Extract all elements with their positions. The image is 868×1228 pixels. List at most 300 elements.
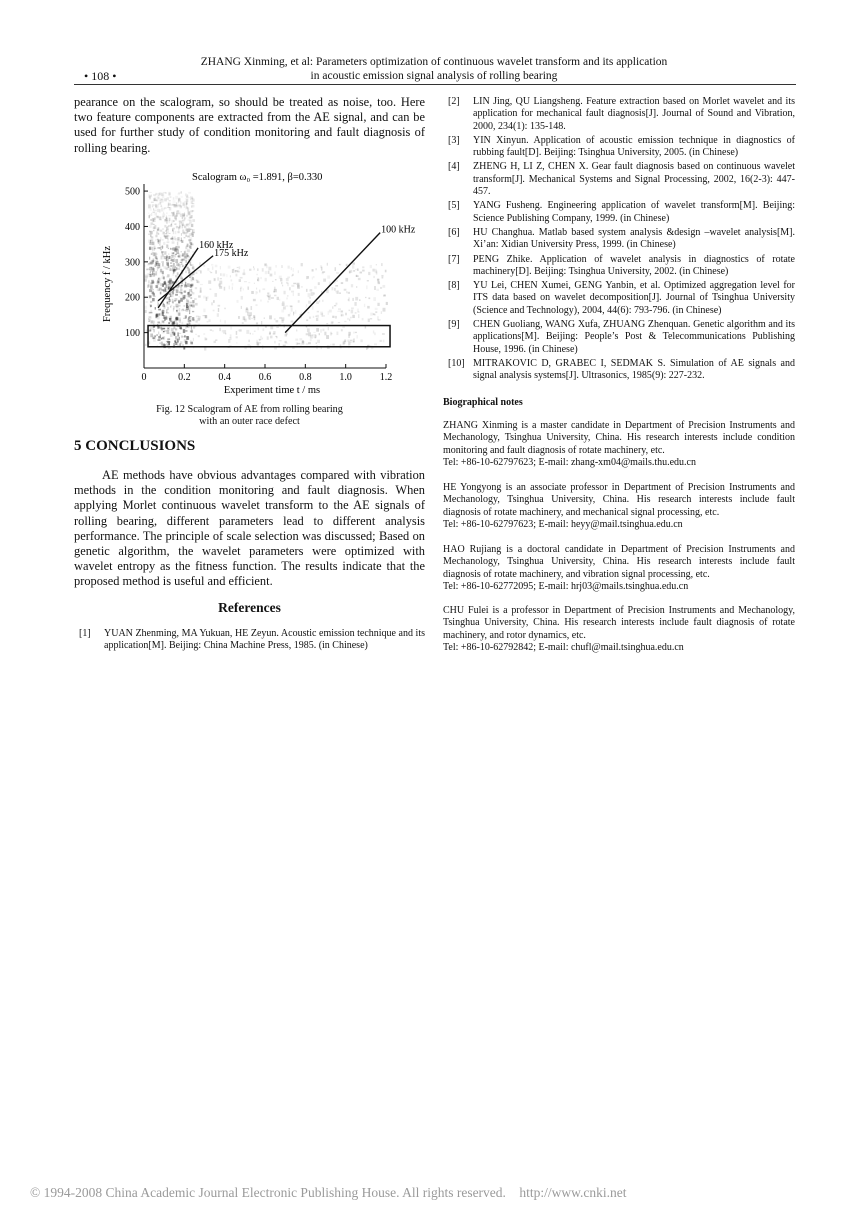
scalogram-speckle-dot bbox=[198, 335, 200, 337]
scalogram-speckle-dot bbox=[300, 343, 301, 346]
scalogram-speckle-dot bbox=[376, 289, 379, 291]
scalogram-speckle-dot bbox=[380, 287, 382, 289]
scalogram-speckle-dot bbox=[188, 219, 191, 221]
scalogram-speckle-dot bbox=[183, 310, 186, 311]
scalogram-speckle-dot bbox=[154, 335, 156, 337]
scalogram-speckle-dot bbox=[192, 277, 193, 280]
scalogram-speckle-dot bbox=[177, 231, 179, 233]
scalogram-speckle-dot bbox=[175, 317, 177, 319]
scalogram-speckle-dot bbox=[356, 286, 357, 287]
scalogram-speckle-dot bbox=[377, 303, 379, 306]
scalogram-speckle-dot bbox=[210, 329, 212, 331]
scalogram-speckle-dot bbox=[257, 292, 258, 294]
scalogram-speckle-dot bbox=[186, 267, 188, 268]
scalogram-speckle-dot bbox=[194, 298, 197, 300]
scalogram-speckle-dot bbox=[274, 289, 277, 292]
scalogram-speckle-dot bbox=[205, 315, 208, 318]
scalogram-speckle-dot bbox=[293, 283, 296, 284]
reference-number: [3] bbox=[448, 134, 460, 146]
scalogram-speckle-dot bbox=[256, 291, 257, 295]
scalogram-speckle-dot bbox=[185, 246, 187, 249]
scalogram-speckle-dot bbox=[158, 309, 161, 311]
scalogram-speckle-dot bbox=[156, 231, 158, 234]
scalogram-speckle-dot bbox=[146, 330, 147, 333]
reference-item bbox=[443, 280, 795, 317]
scalogram-speckle-dot bbox=[306, 306, 307, 308]
scalogram-speckle-dot bbox=[241, 296, 243, 300]
scalogram-speckle-dot bbox=[359, 299, 361, 300]
scalogram-speckle-dot bbox=[149, 274, 151, 277]
scalogram-speckle-dot bbox=[186, 299, 187, 302]
scalogram-speckle-dot bbox=[336, 303, 338, 305]
scalogram-speckle-dot bbox=[150, 267, 153, 269]
scalogram-speckle-dot bbox=[162, 276, 164, 279]
scalogram-speckle-dot bbox=[287, 295, 289, 297]
scalogram-speckle-dot bbox=[344, 321, 346, 322]
scalogram-speckle-dot bbox=[165, 317, 167, 320]
scalogram-speckle-dot bbox=[151, 213, 152, 216]
scalogram-speckle-dot bbox=[370, 265, 372, 268]
reference-item bbox=[443, 319, 795, 356]
scalogram-speckle-dot bbox=[291, 267, 292, 270]
bio-text: HAO Rujiang is a doctoral candidate in Department of Precision Instruments and Mechanology, Tsinghua University, China. His research interests include fault diagnosis of rotate machinery, and vibration signal processing, etc. bbox=[443, 544, 795, 580]
scalogram-speckle-dot bbox=[326, 335, 329, 339]
scalogram-speckle-dot bbox=[327, 263, 328, 266]
scalogram-speckle-dot bbox=[286, 278, 289, 281]
scalogram-speckle-dot bbox=[268, 271, 270, 274]
scalogram-speckle-dot bbox=[178, 226, 180, 228]
scalogram-speckle-dot bbox=[250, 312, 252, 316]
scalogram-speckle-dot bbox=[224, 308, 225, 309]
scalogram-speckle-dot bbox=[190, 340, 191, 343]
scalogram-speckle-dot bbox=[187, 244, 189, 247]
scalogram-speckle-dot bbox=[314, 286, 317, 288]
scalogram-speckle-dot bbox=[174, 255, 176, 258]
scalogram-speckle-dot bbox=[191, 224, 193, 227]
scalogram-speckle-dot bbox=[187, 295, 190, 297]
scalogram-speckle-dot bbox=[262, 328, 264, 331]
scalogram-speckle-dot bbox=[165, 285, 167, 288]
reference-number: [8] bbox=[448, 280, 460, 292]
scalogram-speckle-dot bbox=[160, 237, 161, 241]
scalogram-speckle-dot bbox=[165, 315, 167, 316]
scalogram-speckle-dot bbox=[160, 292, 162, 295]
scalogram-speckle-dot bbox=[179, 308, 180, 312]
scalogram-speckle-dot bbox=[189, 277, 191, 278]
scalogram-speckle-dot bbox=[322, 329, 324, 332]
scalogram-speckle-dot bbox=[218, 308, 219, 312]
bio-heading: Biographical notes bbox=[443, 397, 523, 408]
scalogram-speckle-dot bbox=[179, 296, 180, 297]
scalogram-speckle-dot bbox=[174, 340, 176, 342]
scalogram-speckle-dot bbox=[226, 274, 227, 277]
scalogram-speckle-dot bbox=[190, 330, 193, 332]
scalogram-speckle-dot bbox=[282, 302, 284, 303]
scalogram-speckle-dot bbox=[190, 302, 192, 304]
scalogram-speckle-dot bbox=[261, 321, 262, 324]
scalogram-speckle-dot bbox=[281, 265, 283, 268]
scalogram-speckle-dot bbox=[290, 305, 293, 307]
scalogram-speckle-dot bbox=[382, 308, 385, 312]
scalogram-speckle-dot bbox=[331, 321, 333, 323]
scalogram-speckle-dot bbox=[164, 330, 167, 332]
scalogram-speckle-dot bbox=[196, 272, 198, 274]
scalogram-speckle-dot bbox=[151, 253, 153, 254]
scalogram-speckle-dot bbox=[217, 313, 219, 317]
scalogram-speckle-dot bbox=[164, 198, 167, 201]
scalogram-speckle-dot bbox=[160, 269, 162, 272]
scalogram-speckle-dot bbox=[189, 245, 191, 248]
scalogram-speckle-dot bbox=[163, 290, 165, 293]
scalogram-speckle-dot bbox=[189, 313, 190, 315]
scalogram-speckle-dot bbox=[274, 271, 275, 274]
scalogram-speckle-dot bbox=[168, 322, 170, 324]
scalogram-speckle-dot bbox=[381, 311, 382, 314]
scalogram-speckle-dot bbox=[162, 320, 165, 322]
scalogram-speckle-dot bbox=[378, 279, 379, 283]
scalogram-speckle-dot bbox=[291, 285, 294, 287]
scalogram-speckle-dot bbox=[185, 217, 186, 218]
scalogram-speckle-dot bbox=[180, 262, 182, 263]
scalogram-speckle-dot bbox=[274, 341, 275, 344]
scalogram-speckle-dot bbox=[211, 264, 213, 266]
scalogram-speckle-dot bbox=[148, 312, 150, 314]
scalogram-speckle-dot bbox=[346, 265, 347, 266]
scalogram-speckle-dot bbox=[236, 331, 237, 335]
scalogram-speckle-dot bbox=[173, 343, 175, 346]
scalogram-speckle-dot bbox=[178, 193, 180, 195]
scalogram-speckle-dot bbox=[158, 227, 160, 230]
scalogram-speckle-dot bbox=[153, 208, 154, 210]
scalogram-speckle-dot bbox=[149, 257, 150, 260]
scalogram-speckle-dot bbox=[173, 197, 175, 200]
scalogram-speckle-dot bbox=[169, 317, 171, 319]
scalogram-speckle-dot bbox=[332, 344, 334, 346]
scalogram-speckle-dot bbox=[155, 285, 158, 288]
bio-entry bbox=[443, 482, 795, 532]
scalogram-speckle-dot bbox=[190, 215, 192, 218]
scalogram-speckle-dot bbox=[341, 329, 343, 331]
scalogram-speckle-dot bbox=[175, 217, 177, 220]
scalogram-speckle-dot bbox=[335, 267, 336, 271]
reference-number: [5] bbox=[448, 200, 460, 212]
scalogram-speckle-dot bbox=[168, 248, 169, 249]
running-head bbox=[170, 56, 698, 83]
y-axis-label: Frequency f / kHz bbox=[102, 245, 113, 323]
bio-text: HE Yongyong is an associate professor in Department of Precision Instruments and Mechanology, Tsinghua University, China. His research interests include fault diagnosis of rotate machinery, and mechanical signal processing, etc. bbox=[443, 482, 795, 518]
scalogram-speckle-dot bbox=[334, 305, 336, 306]
scalogram-speckle-dot bbox=[268, 296, 271, 298]
scalogram-speckle-dot bbox=[338, 322, 340, 323]
figure-caption-line-2: with an outer race defect bbox=[199, 416, 300, 428]
scalogram-speckle-dot bbox=[295, 339, 298, 341]
scalogram-speckle-dot bbox=[195, 287, 197, 289]
scalogram-speckle-dot bbox=[310, 339, 312, 341]
scalogram-speckle-dot bbox=[285, 341, 287, 343]
scalogram-speckle-dot bbox=[308, 301, 311, 304]
reference-text: YIN Xinyun. Application of acoustic emission technique in diagnostics of rubbing fault[D]. Beijing: Tsinghua University, 2005. (in Chinese) bbox=[473, 134, 795, 159]
scalogram-speckle-dot bbox=[335, 285, 338, 287]
scalogram-speckle-dot bbox=[169, 218, 170, 221]
scalogram-speckle-dot bbox=[257, 343, 259, 346]
scalogram-speckle-dot bbox=[330, 332, 332, 336]
scalogram-speckle-dot bbox=[190, 297, 192, 299]
scalogram-speckle-dot bbox=[169, 200, 171, 201]
scalogram-speckle-dot bbox=[348, 299, 349, 300]
scalogram-speckle-dot bbox=[189, 304, 192, 306]
scalogram-speckle-dot bbox=[169, 193, 171, 196]
scalogram-speckle-dot bbox=[154, 210, 157, 212]
scalogram-speckle-dot bbox=[183, 259, 186, 261]
scalogram-speckle-dot bbox=[169, 299, 171, 302]
scalogram-speckle-dot bbox=[306, 319, 308, 321]
scalogram-speckle-dot bbox=[177, 272, 179, 275]
scalogram-speckle-dot bbox=[171, 212, 173, 213]
scalogram-speckle-dot bbox=[167, 245, 169, 247]
scalogram-speckle-dot bbox=[307, 328, 310, 332]
scalogram-speckle-dot bbox=[149, 215, 150, 218]
scalogram-speckle-dot bbox=[302, 341, 305, 345]
scalogram-speckle-dot bbox=[341, 282, 343, 284]
scalogram-speckle-dot bbox=[155, 307, 156, 309]
scalogram-speckle-dot bbox=[279, 299, 280, 301]
scalogram-speckle-dot bbox=[316, 301, 319, 304]
scalogram-speckle-dot bbox=[260, 277, 262, 279]
scalogram-speckle-dot bbox=[232, 287, 233, 290]
scalogram-speckle-dot bbox=[178, 312, 180, 315]
scalogram-speckle-dot bbox=[291, 321, 294, 323]
reference-text: YU Lei, CHEN Xumei, GENG Yanbin, et al. Optimized aggregation level for ITS data based on wavelet decomposition[J]. Journal of Tsinghua University (Science and Technology), 2004, 44(6): 793-796. (in Chinese) bbox=[473, 280, 795, 316]
scalogram-speckle-dot bbox=[183, 291, 185, 292]
scalogram-speckle-dot bbox=[148, 280, 150, 283]
scalogram-speckle-dot bbox=[243, 273, 246, 275]
scalogram-figure bbox=[94, 162, 416, 398]
scalogram-speckle-dot bbox=[365, 297, 366, 298]
scalogram-speckle-dot bbox=[175, 254, 177, 255]
scalogram-speckle-dot bbox=[159, 282, 160, 283]
scalogram-speckle-dot bbox=[252, 333, 253, 335]
scalogram-speckle-dot bbox=[157, 254, 158, 255]
scalogram-speckle-dot bbox=[150, 208, 152, 210]
scalogram-speckle-dot bbox=[250, 333, 251, 335]
scalogram-speckle-dot bbox=[233, 268, 234, 270]
scalogram-speckle-dot bbox=[285, 305, 288, 307]
scalogram-speckle-dot bbox=[313, 292, 314, 294]
scalogram-speckle-dot bbox=[326, 323, 328, 324]
scalogram-speckle-dot bbox=[211, 302, 213, 305]
scalogram-speckle-dot bbox=[370, 318, 372, 319]
scalogram-speckle-dot bbox=[172, 259, 174, 262]
scalogram-speckle-dot bbox=[187, 207, 188, 209]
scalogram-speckle-dot bbox=[168, 343, 169, 345]
scalogram-speckle-dot bbox=[148, 239, 151, 242]
scalogram-speckle-dot bbox=[191, 198, 193, 200]
scalogram-speckle-dot bbox=[154, 248, 156, 250]
scalogram-speckle-dot bbox=[153, 296, 156, 297]
scalogram-speckle-dot bbox=[256, 288, 257, 290]
scalogram-speckle-dot bbox=[177, 248, 179, 250]
scalogram-speckle-dot bbox=[376, 270, 377, 273]
scalogram-speckle-dot bbox=[192, 300, 194, 303]
reference-number: [6] bbox=[448, 226, 460, 238]
scalogram-speckle-dot bbox=[167, 241, 170, 243]
y-tick-label: 200 bbox=[125, 292, 140, 304]
reference-item bbox=[443, 161, 795, 198]
scalogram-speckle-dot bbox=[184, 256, 187, 259]
scalogram-speckle-dot bbox=[173, 270, 175, 272]
scalogram-speckle-dot bbox=[269, 332, 271, 335]
scalogram-speckle-dot bbox=[184, 226, 186, 228]
scalogram-speckle-dot bbox=[153, 293, 155, 296]
scalogram-speckle-dot bbox=[169, 207, 171, 210]
scalogram-speckle-dot bbox=[276, 320, 279, 322]
scalogram-speckle-dot bbox=[272, 281, 273, 282]
scalogram-speckle-dot bbox=[384, 294, 386, 296]
scalogram-speckle-dot bbox=[155, 314, 157, 318]
scalogram-speckle-dot bbox=[270, 326, 273, 329]
scalogram-speckle-dot bbox=[186, 303, 187, 307]
scalogram-speckle-dot bbox=[181, 196, 183, 198]
scalogram-speckle-dot bbox=[342, 326, 345, 327]
scalogram-speckle-dot bbox=[148, 194, 150, 198]
scalogram-speckle-dot bbox=[248, 282, 250, 283]
scalogram-speckle-dot bbox=[245, 309, 248, 313]
scalogram-speckle-dot bbox=[239, 266, 240, 269]
scalogram-speckle-dot bbox=[166, 235, 168, 237]
scalogram-speckle-dot bbox=[218, 277, 219, 280]
scalogram-speckle-dot bbox=[288, 314, 290, 316]
scalogram-speckle-dot bbox=[175, 320, 176, 322]
scalogram-speckle-dot bbox=[192, 203, 195, 204]
scalogram-speckle-dot bbox=[172, 273, 174, 276]
scalogram-speckle-dot bbox=[206, 296, 209, 298]
x-tick-label: 0.6 bbox=[258, 372, 272, 383]
scalogram-speckle-dot bbox=[157, 322, 160, 324]
scalogram-speckle-dot bbox=[174, 300, 176, 301]
scalogram-speckle-dot bbox=[336, 280, 338, 282]
scalogram-speckle-dot bbox=[254, 317, 255, 321]
scalogram-speckle-dot bbox=[172, 301, 174, 303]
scalogram-speckle-dot bbox=[171, 223, 172, 225]
scalogram-speckle-dot bbox=[348, 332, 350, 336]
reference-item bbox=[74, 628, 425, 653]
scalogram-speckle-dot bbox=[175, 238, 177, 241]
scalogram-speckle-dot bbox=[148, 284, 149, 287]
scalogram-speckle-dot bbox=[269, 315, 272, 319]
scalogram-speckle-dot bbox=[171, 220, 173, 224]
scalogram-speckle-dot bbox=[238, 316, 240, 319]
scalogram-speckle-dot bbox=[220, 273, 221, 276]
scalogram-speckle-dot bbox=[229, 286, 230, 290]
scalogram-speckle-dot bbox=[203, 309, 205, 313]
scalogram-speckle-dot bbox=[251, 291, 254, 294]
scalogram-speckle-dot bbox=[170, 238, 172, 239]
scalogram-speckle-dot bbox=[149, 247, 150, 250]
scalogram-speckle-dot bbox=[184, 251, 186, 255]
scalogram-speckle-dot bbox=[164, 234, 166, 237]
scalogram-speckle-dot bbox=[276, 326, 279, 328]
scalogram-speckle-dot bbox=[189, 212, 190, 216]
scalogram-speckle-dot bbox=[149, 225, 152, 228]
scalogram-speckle-dot bbox=[165, 288, 166, 292]
scalogram-speckle-dot bbox=[381, 263, 382, 266]
scalogram-speckle-dot bbox=[166, 301, 168, 303]
scalogram-speckle-dot bbox=[223, 330, 226, 334]
scalogram-speckle-dot bbox=[335, 316, 337, 319]
scalogram-speckle-dot bbox=[190, 261, 192, 264]
bio-entry bbox=[443, 420, 795, 470]
scalogram-speckle-dot bbox=[179, 221, 182, 224]
scalogram-speckle-dot bbox=[155, 193, 157, 195]
scalogram-speckle-dot bbox=[180, 192, 181, 193]
scalogram-speckle-dot bbox=[172, 252, 175, 254]
scalogram-speckle-dot bbox=[247, 287, 249, 290]
scalogram-speckle-dot bbox=[189, 223, 190, 226]
scalogram-speckle-dot bbox=[150, 214, 151, 217]
scalogram-speckle-dot bbox=[251, 318, 253, 319]
scalogram-speckle-dot bbox=[181, 335, 183, 338]
reference-item bbox=[443, 200, 795, 225]
scalogram-speckle-dot bbox=[172, 291, 174, 294]
scalogram-speckle-dot bbox=[351, 307, 354, 309]
scalogram-speckle-dot bbox=[162, 263, 164, 267]
scalogram-speckle-dot bbox=[254, 331, 256, 332]
scalogram-speckle-dot bbox=[148, 204, 151, 208]
scalogram-speckle-dot bbox=[257, 327, 258, 330]
x-tick-label: 0.4 bbox=[218, 372, 231, 383]
scalogram-speckle-dot bbox=[176, 310, 178, 311]
scalogram-speckle-dot bbox=[168, 266, 170, 268]
scalogram-speckle-dot bbox=[145, 265, 146, 267]
scalogram-speckle-dot bbox=[197, 281, 199, 283]
scalogram-speckle-dot bbox=[259, 290, 260, 293]
scalogram-speckle-dot bbox=[149, 317, 151, 320]
scalogram-speckle-dot bbox=[353, 332, 354, 334]
scalogram-speckle-dot bbox=[158, 197, 160, 199]
scalogram-speckle-dot bbox=[348, 292, 350, 294]
scalogram-speckle-dot bbox=[200, 284, 203, 285]
scalogram-speckle-dot bbox=[162, 271, 164, 274]
scalogram-speckle-dot bbox=[255, 304, 257, 306]
scalogram-speckle-dot bbox=[184, 212, 185, 215]
x-tick-label: 1.0 bbox=[339, 372, 352, 383]
reference-item bbox=[443, 254, 795, 279]
scalogram-speckle-dot bbox=[146, 269, 148, 270]
scalogram-speckle-dot bbox=[149, 192, 151, 193]
scalogram-speckle-dot bbox=[319, 300, 320, 302]
scalogram-speckle-dot bbox=[256, 322, 258, 324]
scalogram-speckle-dot bbox=[166, 262, 169, 266]
scalogram-speckle-dot bbox=[162, 239, 164, 241]
scalogram-speckle-dot bbox=[162, 283, 164, 287]
scalogram-speckle-dot bbox=[346, 291, 347, 293]
scalogram-speckle-dot bbox=[167, 307, 169, 310]
scalogram-speckle-dot bbox=[177, 204, 179, 206]
scalogram-speckle-dot bbox=[167, 197, 169, 200]
scalogram-speckle-dot bbox=[352, 341, 354, 342]
scalogram-speckle-dot bbox=[192, 305, 195, 308]
scalogram-speckle-dot bbox=[282, 303, 285, 306]
scalogram-speckle-dot bbox=[283, 306, 286, 309]
scalogram-speckle-dot bbox=[169, 332, 172, 334]
scalogram-speckle-dot bbox=[149, 295, 152, 298]
scalogram-speckle-dot bbox=[191, 264, 194, 265]
scalogram-speckle-dot bbox=[360, 339, 362, 342]
scalogram-speckle-dot bbox=[188, 259, 189, 261]
scalogram-speckle-dot bbox=[146, 301, 148, 303]
scalogram-speckle-dot bbox=[281, 309, 284, 312]
scalogram-speckle-dot bbox=[246, 330, 249, 334]
